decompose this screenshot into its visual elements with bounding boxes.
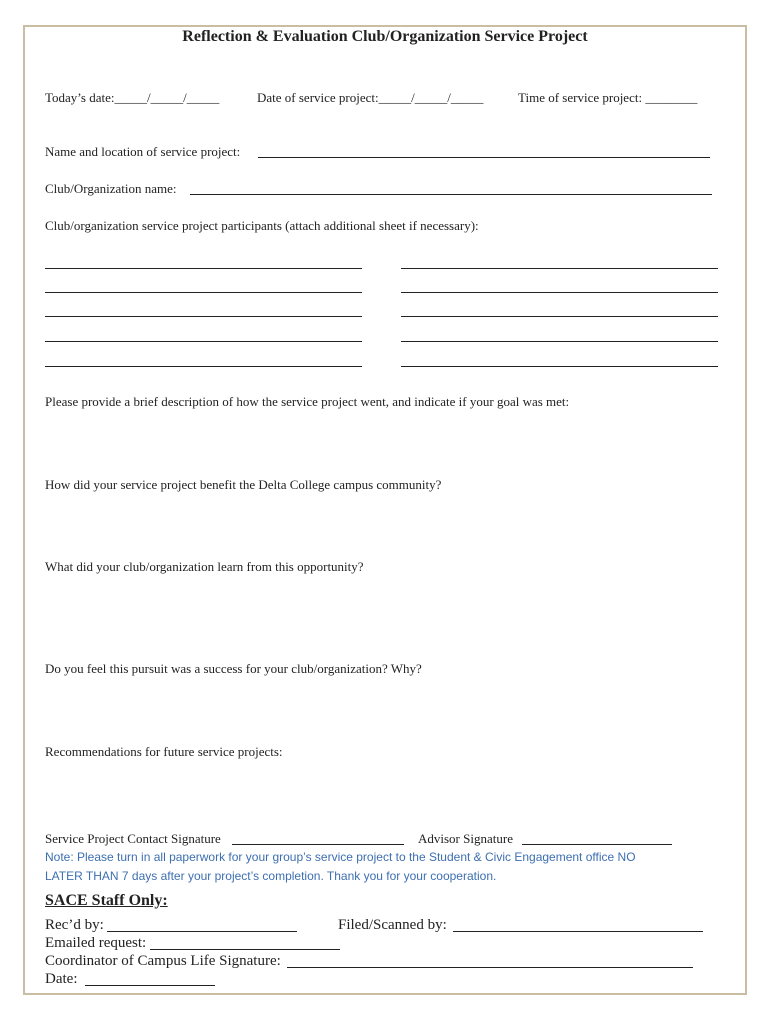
name-location-line[interactable]	[258, 157, 710, 158]
time-of-project-field[interactable]: Time of service project: ________	[518, 90, 698, 105]
filed-by-line[interactable]	[453, 931, 703, 932]
participant-line[interactable]	[45, 268, 362, 269]
recd-by-label: Rec’d by:	[45, 917, 104, 933]
emailed-request-line[interactable]	[150, 949, 340, 950]
participants-label: Club/organization service project participants (attach additional sheet if necessary):	[45, 218, 479, 233]
participant-line[interactable]	[401, 366, 718, 367]
question-success: Do you feel this pursuit was a success for your club/organization? Why?	[45, 661, 422, 676]
question-description: Please provide a brief description of how the service project went, and indicate if your goal was met:	[45, 394, 570, 409]
note-line-1: Note: Please turn in all paperwork for your group’s service project to the Student & Civic Engagement office NO	[45, 850, 636, 864]
advisor-signature-line[interactable]	[522, 844, 672, 845]
recd-by-line[interactable]	[107, 931, 297, 932]
participant-line[interactable]	[401, 341, 718, 342]
contact-signature-line[interactable]	[232, 844, 404, 845]
participant-line[interactable]	[401, 316, 718, 317]
participant-line[interactable]	[45, 292, 362, 293]
participant-line[interactable]	[401, 268, 718, 269]
date-of-project-field[interactable]: Date of service project:_____/_____/_____	[257, 90, 484, 105]
coordinator-signature-label: Coordinator of Campus Life Signature:	[45, 953, 281, 969]
emailed-request-label: Emailed request:	[45, 935, 147, 951]
participant-line[interactable]	[45, 316, 362, 317]
club-name-line[interactable]	[190, 194, 712, 195]
participant-line[interactable]	[45, 366, 362, 367]
filed-by-label: Filed/Scanned by:	[338, 917, 447, 933]
participant-line[interactable]	[45, 341, 362, 342]
form-title: Reflection & Evaluation Club/Organization Service Project	[182, 28, 588, 45]
club-name-label: Club/Organization name:	[45, 181, 177, 196]
contact-signature-label: Service Project Contact Signature	[45, 831, 221, 846]
advisor-signature-label: Advisor Signature	[418, 831, 513, 846]
question-campus-benefit: How did your service project benefit the Delta College campus community?	[45, 477, 442, 492]
participant-line[interactable]	[401, 292, 718, 293]
note-line-2: LATER THAN 7 days after your project’s completion. Thank you for your cooperation.	[45, 869, 497, 883]
question-recommendations: Recommendations for future service projects:	[45, 744, 283, 759]
name-location-label: Name and location of service project:	[45, 144, 241, 159]
date-line[interactable]	[85, 985, 215, 986]
date-label: Date:	[45, 971, 78, 987]
staff-only-heading: SACE Staff Only:	[45, 892, 168, 909]
todays-date-field[interactable]: Today’s date:_____/_____/_____	[45, 90, 220, 105]
question-learned: What did your club/organization learn from this opportunity?	[45, 559, 364, 574]
coordinator-signature-line[interactable]	[287, 967, 693, 968]
